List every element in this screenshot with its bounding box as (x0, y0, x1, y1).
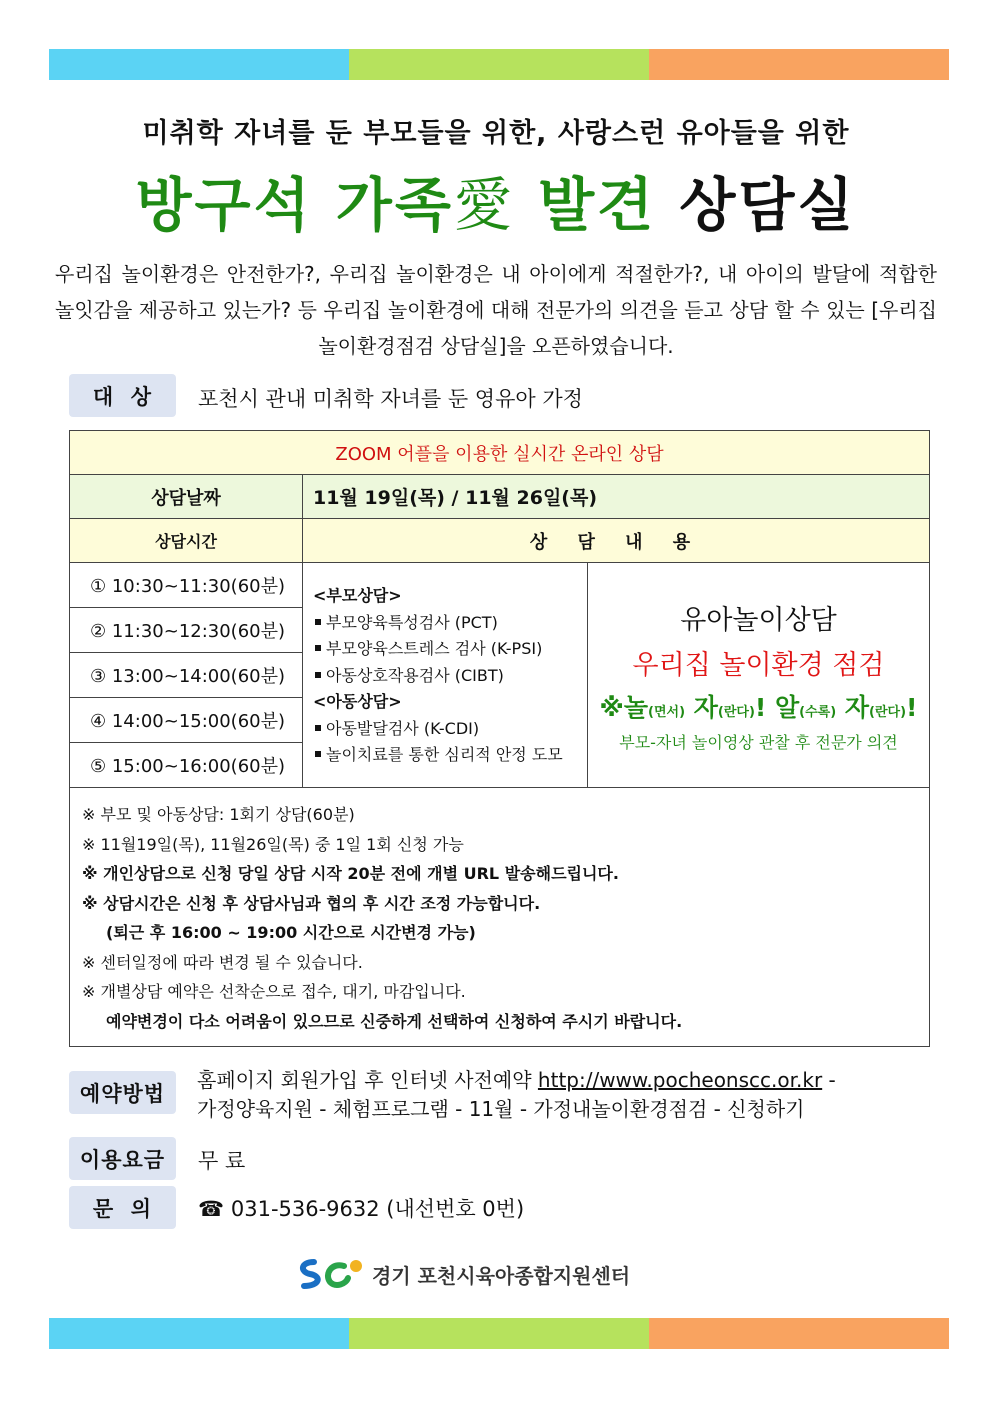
reservation-text (197, 1066, 836, 1124)
top-color-stripe (49, 49, 949, 80)
note-line-bold: ※ 상담시간은 신청 후 상담사님과 협의 후 시간 조정 가능합니다. (82, 893, 541, 913)
contact-value (198, 1193, 524, 1223)
content-label: 상 담 내 용 (303, 519, 930, 563)
time-slot-5: ⑤ 15:00~16:00(60분) (70, 743, 303, 788)
slogan-small: (수록) (799, 704, 837, 720)
slogan-word: 알 (775, 692, 800, 722)
play-env-check: 우리집 놀이환경 점검 (632, 649, 885, 681)
target-label (69, 374, 176, 417)
notes-box (70, 788, 930, 1047)
title-green-part: 방구석 가족 (135, 171, 454, 239)
note-line-bold: 예약변경이 다소 어려움이 있으므로 신중하게 선택하여 신청하여 주시기 바랍니다. (106, 1011, 683, 1031)
title-love-char: 愛 (453, 171, 515, 239)
time-slot-2: ② 11:30~12:30(60분) (70, 608, 303, 653)
slogan-word: 놀 (623, 692, 649, 722)
counsel-items (303, 563, 588, 788)
bullet-icon (315, 619, 321, 625)
child-item-text: 놀이치료를 통한 심리적 안정 도모 (326, 745, 563, 764)
child-item-text: 아동발달검사 (K-CDI) (326, 718, 480, 738)
note-line: ※ 부모 및 아동상담: 1회기 상담(60분) (82, 805, 355, 824)
intro-paragraph: 우리집 놀이환경은 안전한가?, 우리집 놀이환경은 내 아이에게 적절한가?, 내 아이의 발달에 적합한 놀잇감을 제공하고 있는가? 등 우리집 놀이환경에 대해 전문가의 의견을 듣고 상담 할 수 있는 [우리집 놀이환경점검 상담실]을 오픈하였습니다. (55, 262, 937, 358)
bullet-icon (315, 725, 321, 731)
slogan-small: (란다) (869, 704, 907, 720)
note-line-bold: ※ 개인상담으로 신청 당일 상담 시작 20분 전에 개별 URL 발송해드립니다. (82, 864, 619, 883)
time-label: 상담시간 (70, 519, 303, 563)
reservation-line-1 (197, 1066, 836, 1095)
bullet-icon (315, 645, 321, 651)
slogan-small: (란다) (717, 704, 755, 720)
note-line: ※ 센터일정에 따라 변경 될 수 있습니다. (82, 952, 363, 972)
slogan-small: (면서) (648, 704, 686, 720)
title-black-part: 상담실 (679, 171, 857, 239)
parent-section-title: <부모상담> (313, 586, 402, 605)
center-name: 경기 포천시육아종합지원센터 (372, 1263, 631, 1288)
bullet-icon (315, 672, 321, 678)
parent-item (313, 636, 579, 663)
note-line-bold: (퇴근 후 16:00 ~ 19:00 시간으로 시간변경 가능) (106, 923, 476, 942)
fee-value: 무 료 (198, 1149, 246, 1173)
target-label-text: 대 상 (92, 384, 153, 409)
play-counsel-box (588, 563, 930, 788)
note-line: ※ 개별상담 예약은 선착순으로 접수, 대기, 마감입니다. (82, 982, 466, 1001)
subtitle: 미취학 자녀를 둔 부모들을 위한, 사랑스런 유아들을 위한 (142, 118, 850, 149)
time-slot-1: ① 10:30~11:30(60분) (70, 563, 303, 608)
time-slot-3: ③ 13:00~14:00(60분) (70, 653, 303, 698)
stripe-orange (649, 1318, 949, 1349)
page-title (0, 158, 992, 242)
parent-item (313, 663, 579, 690)
title-green-part-2: 발견 (538, 171, 657, 239)
center-logo (296, 1256, 630, 1292)
phone-icon: ☎ (198, 1197, 225, 1221)
slogan-word: 자 (693, 692, 718, 722)
bullet-icon (315, 751, 321, 757)
table-header: ZOOM 어플을 이용한 실시간 온라인 상담 (70, 431, 930, 475)
contact-label (69, 1186, 176, 1229)
stripe-orange (649, 49, 949, 80)
child-section-title: <아동상담> (313, 692, 402, 711)
homepage-link[interactable]: http://www.pocheonscc.or.kr (537, 1068, 823, 1092)
parent-item-text: 부모양육특성검사 (PCT) (326, 612, 498, 632)
child-item (313, 742, 579, 769)
note-line: ※ 11월19일(목), 11월26일(목) 중 1일 1회 신청 가능 (82, 834, 464, 854)
stripe-cyan (49, 1318, 349, 1349)
slogan-exclaim: ! (754, 692, 775, 722)
child-item (313, 716, 579, 743)
stripe-lime (349, 49, 649, 80)
slogan-exclaim: ! (906, 692, 918, 722)
expert-opinion: 부모-자녀 놀이영상 관찰 후 전문가 의견 (619, 732, 898, 752)
stripe-cyan (49, 49, 349, 80)
date-label: 상담날짜 (70, 475, 303, 519)
schedule-table (69, 430, 930, 1047)
play-counsel-title: 유아놀이상담 (680, 604, 837, 636)
target-value: 포천시 관내 미취학 자녀를 둔 영유아 가정 (198, 387, 583, 411)
contact-label-text: 문 의 (92, 1196, 153, 1221)
fee-label: 이용요금 (69, 1137, 176, 1180)
slogan-mark: ※ (599, 692, 624, 722)
slogan-word: 자 (844, 692, 870, 722)
parent-item (313, 610, 579, 637)
parent-item-text: 부모양육스트레스 검사 (K-PSI) (326, 639, 543, 658)
reservation-line-2: 가정양육지원 - 체험프로그램 - 11월 - 가정내놀이환경점검 - 신청하기 (197, 1097, 805, 1121)
reservation-prefix: 홈페이지 회원가입 후 인터넷 사전예약 (197, 1068, 538, 1092)
parent-item-text: 아동상호작용검사 (CIBT) (326, 665, 504, 685)
contact-phone: 031-536-9632 (내선번호 0번) (230, 1197, 525, 1221)
center-logo-icon (296, 1256, 368, 1292)
date-value: 11월 19일(목) / 11월 26일(목) (303, 475, 930, 519)
time-slot-4: ④ 14:00~15:00(60분) (70, 698, 303, 743)
reservation-label: 예약방법 (69, 1071, 176, 1114)
reservation-suffix: - (822, 1068, 836, 1092)
bottom-color-stripe (49, 1318, 949, 1349)
slogan (588, 688, 929, 724)
stripe-lime (349, 1318, 649, 1349)
